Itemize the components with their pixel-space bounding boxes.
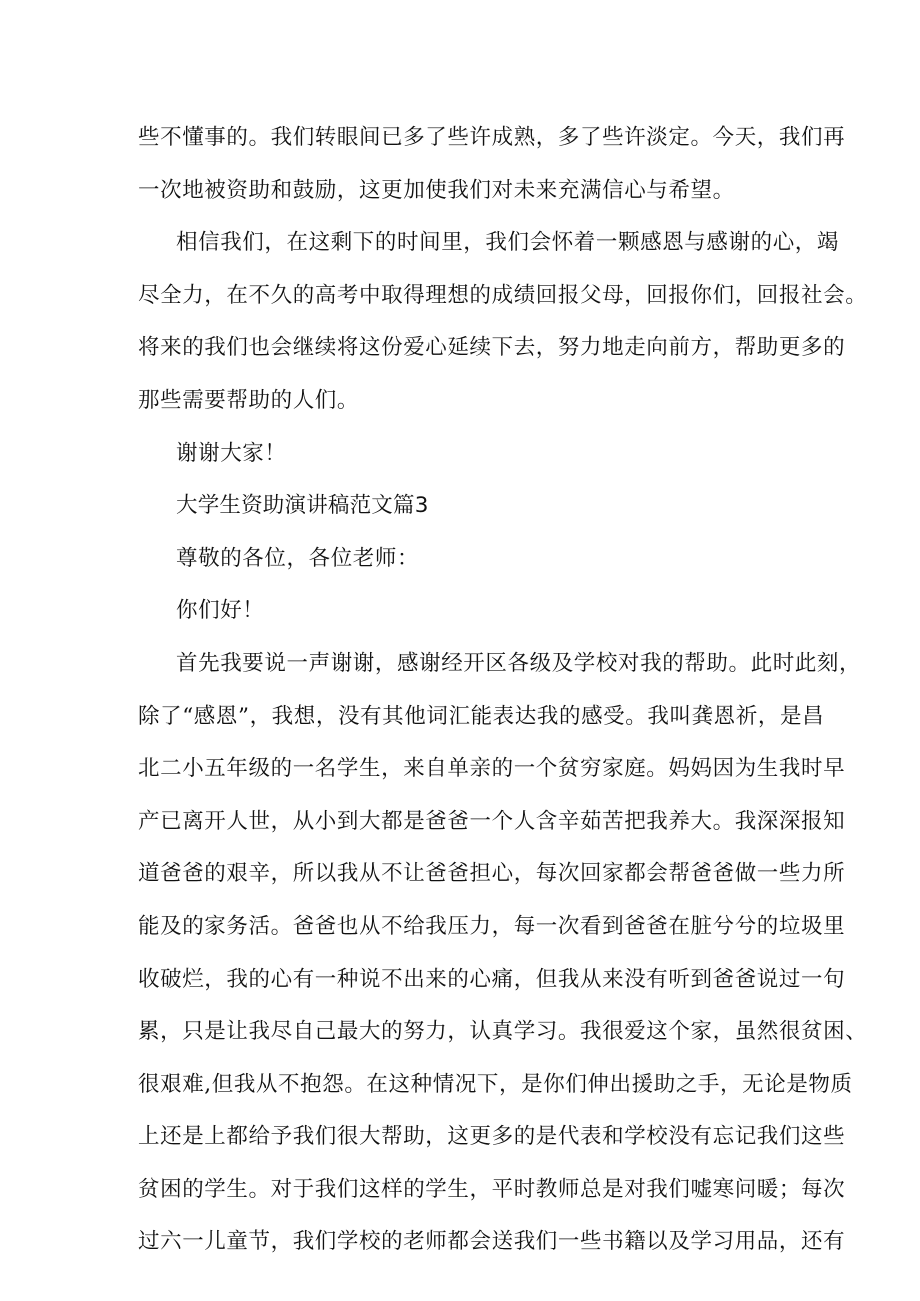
section-title-text: 大学生资助演讲稿范文篇3: [176, 493, 429, 519]
text-line: 累，只是让我尽自己最大的努力，认真学习。我很爱这个家，虽然很贫困、: [138, 1019, 868, 1045]
text-line: 过六一儿童节，我们学校的老师都会送我们一些书籍以及学习用品，还有: [138, 1229, 846, 1255]
text-line: 你们好！: [176, 598, 265, 624]
text-line: 将来的我们也会继续将这份爱心延续下去，努力地走向前方，帮助更多的: [138, 335, 846, 361]
text-line: 那些需要帮助的人们。: [138, 387, 360, 413]
paragraph-belief: [138, 217, 868, 427]
text-line: 谢谢大家！: [176, 440, 287, 466]
text-line: 上还是上都给予我们很大帮助，这更多的是代表和学校没有忘记我们这些: [138, 1124, 846, 1150]
text-line: 产已离开人世，从小到大都是爸爸一个人含辛茹苦把我养大。我深深报知: [138, 808, 846, 834]
paragraph-greeting: [138, 585, 802, 638]
text-line: 尽全力，在不久的高考中取得理想的成绩回报父母，回报你们，回报社会。: [138, 282, 868, 308]
document-body: [138, 112, 868, 1269]
text-line: 很艰难,但我从不抱怨。在这种情况下，是你们伸出援助之手，无论是物质: [138, 1071, 853, 1097]
text-line: 北二小五年级的一名学生，来自单亲的一个贫穷家庭。妈妈因为生我时早: [138, 756, 846, 782]
text-line: 除了“感恩”，我想，没有其他词汇能表达我的感受。我叫龚恩祈，是昌: [138, 703, 825, 729]
text-line: 一次地被资助和鼓励，这更加使我们对未来充满信心与希望。: [138, 177, 735, 203]
text-line: 相信我们，在这剩下的时间里，我们会怀着一颗感恩与感谢的心，竭: [176, 230, 840, 256]
text-line: 些不懂事的。我们转眼间已多了些许成熟，多了些许淡定。今天，我们再: [138, 125, 846, 150]
text-line: 收破烂，我的心有一种说不出来的心痛，但我从来没有听到爸爸说过一句: [138, 966, 846, 992]
paragraph-salutation: [138, 533, 802, 586]
text-line: 贫困的学生。对于我们这样的学生，平时教师总是对我们嘘寒问暖；每次: [138, 1176, 846, 1202]
paragraph-thanks: [138, 428, 802, 481]
section-title: [138, 480, 802, 533]
text-line: 首先我要说一声谢谢，感谢经开区各级及学校对我的帮助。此时此刻，: [176, 650, 862, 676]
paragraph-continuation: [138, 112, 846, 217]
text-line: 道爸爸的艰辛，所以我从不让爸爸担心，每次回家都会帮爸爸做一些力所: [138, 861, 846, 887]
text-line: 能及的家务活。爸爸也从不给我压力，每一次看到爸爸在脏兮兮的垃圾里: [138, 913, 846, 939]
paragraph-body: [138, 638, 868, 1269]
text-line: 尊敬的各位，各位老师：: [176, 545, 420, 571]
